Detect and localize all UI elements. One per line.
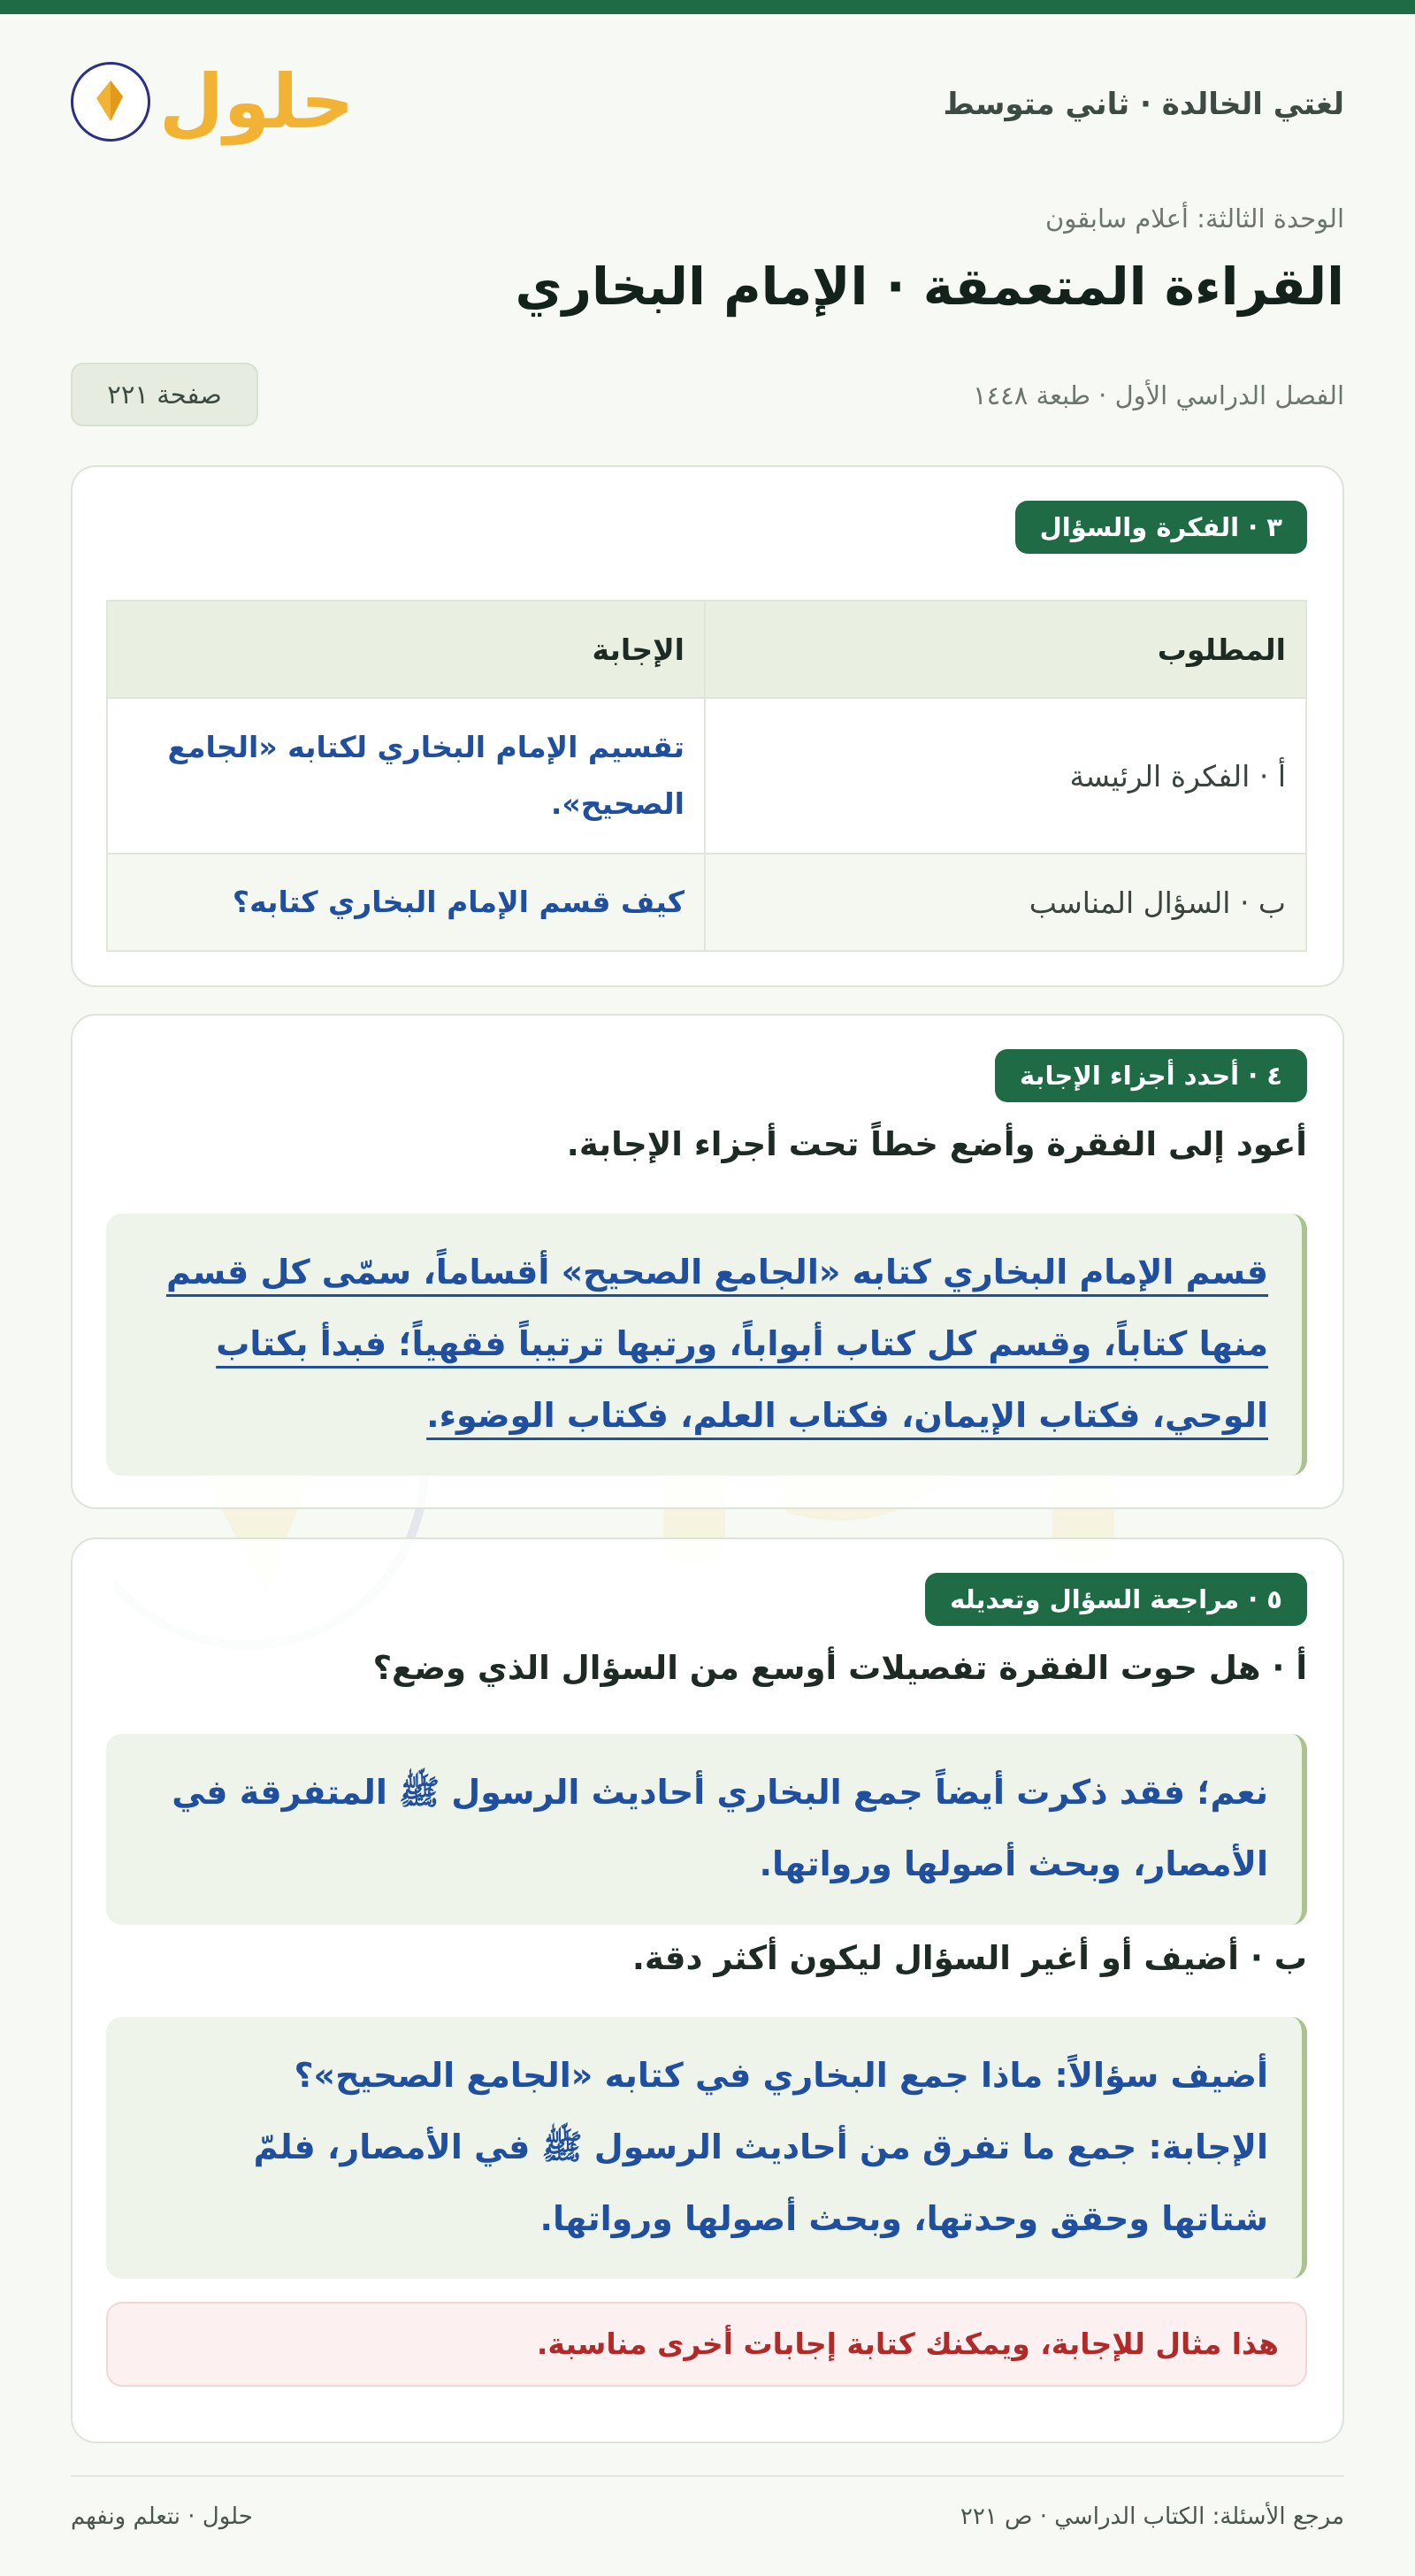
footer-slogan: حلول · نتعلم ونفهم [71,2503,253,2530]
lesson-title: القراءة المتعمقة · الإمام البخاري [515,257,1344,317]
table-row [107,698,1306,854]
section-answer-parts [71,1014,1344,1509]
book-logo-icon [71,62,150,142]
column-header-answer: الإجابة [107,601,705,698]
question-a: أ · هل حوت الفقرة تفصيلات أوسع من السؤال الذي وضع؟ [372,1649,1307,1687]
section-review-question [71,1537,1344,2443]
page-header [71,53,1344,168]
answer-cell: كيف قسم الإمام البخاري كتابه؟ [107,854,705,951]
unit-title: الوحدة الثالثة: أعلام سابقون [1044,203,1344,234]
example-note: هذا مثال للإجابة، ويمكنك كتابة إجابات أخرى مناسبة. [106,2302,1307,2387]
section-label: ٣ · الفكرة والسؤال [1015,501,1307,554]
answer-b-box [106,2017,1307,2279]
answer-b-answer: الإجابة: جمع ما تفرق من أحاديث الرسول ﷺ في الأمصار، فلمّ شتاتها وحقق وحدتها، وبحث أصولها ورواتها. [253,2128,1268,2238]
answer-a-text: نعم؛ فقد ذكرت أيضاً جمع البخاري أحاديث الرسول ﷺ المتفرقة في الأمصار، وبحث أصولها ورواتها. [172,1773,1268,1883]
section-idea-question [71,465,1344,987]
book-title: لغتي الخالدة · ثاني متوسط [943,87,1344,122]
term-edition: الفصل الدراسي الأول · طبعة ١٤٤٨ [973,380,1344,410]
page-number-badge: صفحة ٢٢١ [71,363,258,426]
answer-a-box [106,1734,1307,1925]
top-accent-bar [0,0,1415,14]
section-label: ٤ · أحدد أجزاء الإجابة [995,1049,1307,1102]
idea-question-table [106,600,1307,952]
brand-logo[interactable] [71,58,355,145]
passage-box [106,1214,1307,1476]
footer-divider [71,2475,1344,2477]
underlined-passage: قسم الإمام البخاري كتابه «الجامع الصحيح» أقساماً، سمّى كل قسم منها كتاباً، وقسم كل كتاب أبواباً، ورتبها ترتيباً فقهياً؛ فبدأ بكتاب الوحي، فكتاب الإيمان، فكتاب العلم، فكتاب الوضوء. [165,1253,1268,1435]
question-b: ب · أضيف أو أغير السؤال ليكون أكثر دقة. [631,1939,1307,1977]
column-header-requirement: المطلوب [705,601,1306,698]
logo-text: حلول [159,58,355,145]
section-label: ٥ · مراجعة السؤال وتعديله [925,1573,1307,1626]
table-row [107,854,1306,951]
footer-reference: مرجع الأسئلة: الكتاب الدراسي · ص ٢٢١ [960,2503,1344,2530]
requirement-cell: ب · السؤال المناسب [705,854,1306,951]
instruction-text: أعود إلى الفقرة وأضع خطاً تحت أجزاء الإجابة. [566,1125,1307,1163]
requirement-cell: أ · الفكرة الرئيسة [705,698,1306,854]
answer-b-question: أضيف سؤالاً: ماذا جمع البخاري في كتابه «الجامع الصحيح»؟ [294,2056,1268,2095]
answer-cell: تقسيم الإمام البخاري لكتابه «الجامع الصحيح». [107,698,705,854]
